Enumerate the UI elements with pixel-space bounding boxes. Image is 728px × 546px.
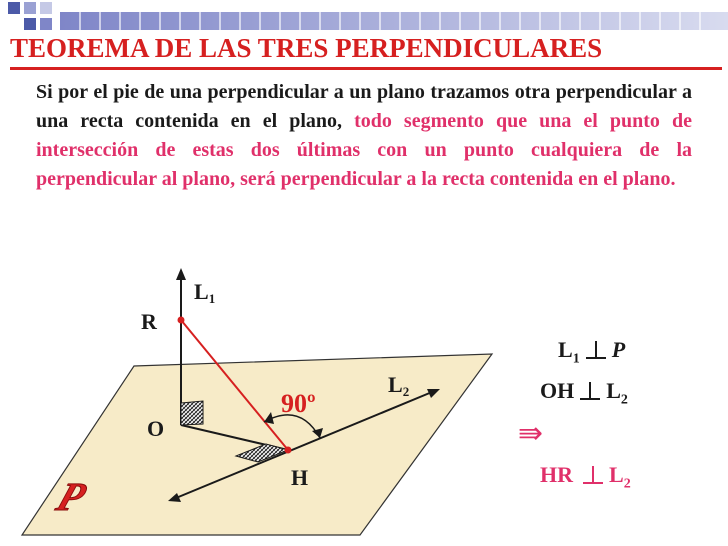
relation-term: L: [609, 462, 624, 487]
page-title: TEOREMA DE LAS TRES PERPENDICULARES: [10, 33, 603, 63]
point-r: [178, 317, 185, 324]
arrowhead-l1: [176, 268, 186, 280]
relation-subscript: 1: [572, 351, 580, 367]
relation-hr-perp-l2: [540, 462, 631, 492]
label-l2: L2: [388, 372, 410, 399]
relation-term: OH: [540, 378, 575, 403]
implies-icon: ⇛: [518, 416, 544, 451]
theorem-text: Si por el pie de una perpendicular a un plano trazamos otra perpendicular a una recta contenida en el plano,: [36, 81, 692, 132]
relation-term: P: [611, 337, 626, 362]
label-r: R: [141, 309, 157, 334]
theorem-highlight: todo segmento que una el punto de intersección de estas dos últimas con un punto cualquiera de la perpendicular al plano, será perpendicular a la recta contenida en el plano.: [36, 110, 692, 190]
relation-term: HR: [540, 462, 573, 487]
plane-p: [22, 354, 492, 535]
label-h: H: [291, 465, 309, 490]
point-h: [285, 447, 292, 454]
label-plane-p: P: [51, 474, 92, 519]
relation-subscript: 2: [620, 392, 628, 408]
relation-oh-perp-l2: [540, 378, 628, 408]
relation-l1-perp-p: [558, 337, 625, 367]
label-angle-90: 90º: [281, 389, 316, 418]
label-o: O: [147, 416, 165, 441]
relation-term: L: [558, 337, 573, 362]
relation-term: L: [606, 378, 621, 403]
perpendicular-symbol: [583, 466, 603, 484]
label-l1: L1: [194, 279, 216, 306]
relation-subscript: 2: [623, 476, 631, 492]
right-angle-mark-o: [181, 401, 203, 425]
perpendicular-symbol: [580, 382, 600, 400]
perpendicular-symbol: [586, 341, 606, 359]
